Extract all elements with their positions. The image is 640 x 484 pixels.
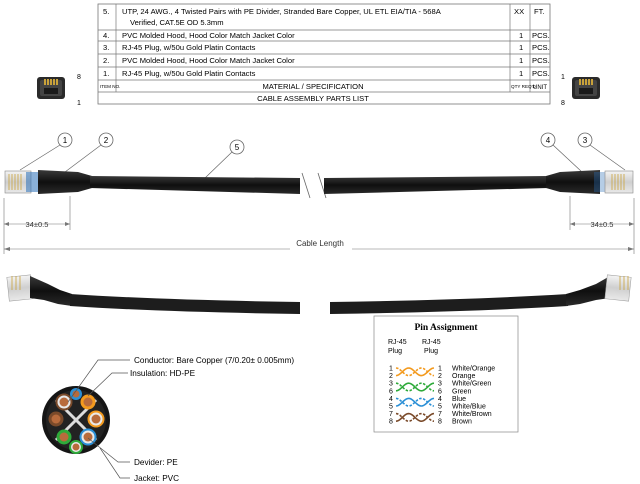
right-plug-end-view: [572, 77, 600, 99]
row-5-description: UTP, 24 AWG., 4 Twisted Pairs with PE Divider, Stranded Bare Copper, UL ETL EIA/TIA - 568A: [122, 7, 441, 16]
callout-3-label: 3: [582, 136, 588, 145]
cable-length-label: Cable Length: [296, 239, 344, 248]
conductor-label: Conductor: Bare Copper (7/0.20± 0.005mm): [134, 356, 295, 365]
pin-col-right-header: RJ-45: [422, 339, 441, 346]
row-3-qty: 1: [519, 43, 524, 52]
pin-color-label: Orange: [452, 373, 476, 381]
pin-left-number: 4: [389, 395, 393, 403]
row-1-description: RJ-45 Plug, w/50u Gold Platin Contacts: [122, 69, 256, 78]
dimension-right-plug-label: 34±0.5: [590, 220, 614, 229]
pin-right-number: 2: [438, 373, 442, 381]
pin-left-number: 1: [389, 365, 393, 373]
pin-col-left-sub: Plug: [388, 348, 403, 355]
pin-color-label: White/Orange: [452, 365, 496, 373]
pin-col-right-sub: Plug: [424, 348, 439, 355]
pin-left-number: 7: [389, 411, 393, 419]
header-unit: UNIT: [533, 85, 547, 91]
row-4-item: 4.: [103, 31, 110, 40]
pin-right-number: 1: [438, 365, 442, 373]
header-material: MATERIAL / SPECIFICATION: [262, 82, 364, 91]
callout-1-label: 1: [62, 136, 68, 145]
callout-2-label: 2: [103, 136, 109, 145]
right-plug-pin-8: 8: [561, 100, 565, 107]
row-4-qty: 1: [519, 31, 524, 40]
dimension-left-plug-label: 34±0.5: [25, 220, 49, 229]
top-cable-assembly: [5, 170, 633, 198]
parts-table: [98, 4, 550, 104]
callout-5: [205, 140, 244, 178]
pin-right-number: 3: [438, 380, 442, 388]
divider-label: Devider: PE: [134, 458, 178, 467]
pin-assignment-title: Pin Assignment: [414, 323, 478, 333]
header-qty: QTY REQ'D: [511, 84, 536, 89]
row-5-unit: FT.: [534, 7, 545, 16]
pin-color-label: Green: [452, 388, 472, 396]
pin-left-number: 3: [389, 380, 393, 388]
callout-4: [541, 133, 582, 172]
row-1-item: 1.: [103, 69, 110, 78]
pin-color-label: Blue: [452, 395, 467, 403]
callout-3: [578, 133, 625, 170]
pin-col-left-header: RJ-45: [388, 339, 407, 346]
row-5-description-line2: Verified, CAT.5E OD 5.3mm: [130, 18, 224, 27]
left-plug-end-view: [37, 77, 65, 99]
row-4-unit: PCS.: [532, 31, 550, 40]
pin-right-number: 8: [438, 418, 442, 426]
row-2-qty: 1: [519, 56, 524, 65]
left-plug-pin-1: 1: [77, 100, 81, 107]
row-2-unit: PCS.: [532, 56, 550, 65]
pin-left-number: 2: [389, 373, 393, 381]
top-cable-left-segment: [90, 176, 300, 194]
left-molded-hood: [38, 170, 92, 194]
right-molded-hood: [546, 170, 600, 194]
cable-cross-section: [42, 386, 110, 454]
row-5-item: 5.: [103, 7, 110, 16]
row-3-description: RJ-45 Plug, w/50u Gold Platin Contacts: [122, 43, 256, 52]
insulation-label: Insulation: HD-PE: [130, 369, 196, 378]
pin-color-label: White/Brown: [452, 411, 492, 419]
pin-left-number: 5: [389, 403, 393, 411]
row-2-item: 2.: [103, 56, 110, 65]
pin-right-number: 7: [438, 411, 442, 419]
parts-list-title: CABLE ASSEMBLY PARTS LIST: [257, 94, 369, 103]
pin-color-label: White/Blue: [452, 403, 486, 411]
pin-right-number: 5: [438, 403, 442, 411]
pin-left-number: 8: [389, 418, 393, 426]
row-1-qty: 1: [519, 69, 524, 78]
jacket-label: Jacket: PVC: [134, 474, 180, 483]
callout-1: [20, 133, 72, 170]
row-2-description: PVC Molded Hood, Hood Color Match Jacket Color: [122, 56, 295, 65]
top-cable-right-segment: [324, 176, 548, 194]
pin-color-label: White/Green: [452, 380, 492, 388]
right-plug-pin-1: 1: [561, 74, 565, 81]
pin-right-number: 6: [438, 388, 442, 396]
pin-left-number: 6: [389, 388, 393, 396]
row-4-description: PVC Molded Hood, Hood Color Match Jacket Color: [122, 31, 295, 40]
row-3-item: 3.: [103, 43, 110, 52]
cable-photo: [7, 275, 631, 314]
pin-assignment-box: [374, 316, 518, 432]
header-item-no: ITEM NO.: [100, 84, 121, 89]
row-1-unit: PCS.: [532, 69, 550, 78]
row-3-unit: PCS.: [532, 43, 550, 52]
right-rj45-plug: [594, 171, 633, 193]
pin-right-number: 4: [438, 395, 442, 403]
left-plug-pin-8: 8: [77, 74, 81, 81]
row-5-qty: XX: [514, 7, 525, 16]
callout-4-label: 4: [545, 136, 551, 145]
pin-color-label: Brown: [452, 418, 472, 426]
callout-5-label: 5: [234, 143, 240, 152]
